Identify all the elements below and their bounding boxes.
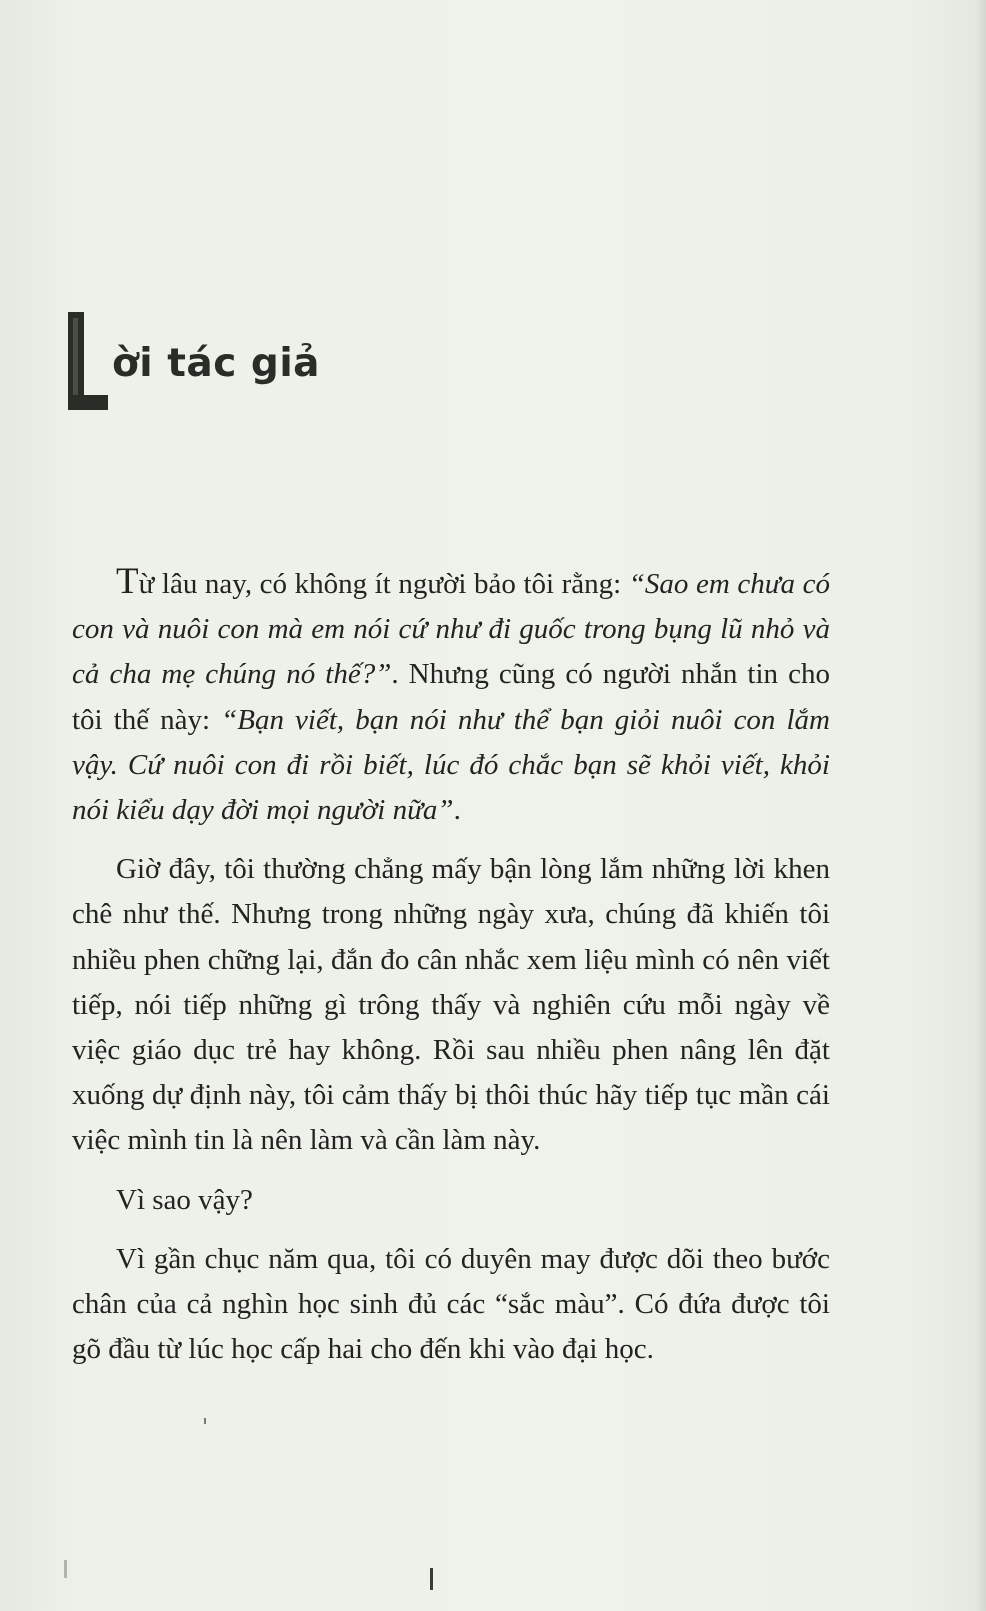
title-text: ời tác giả [112,341,320,386]
paragraph-4: Vì gần chục năm qua, tôi có duyên may được dõi theo bước chân của cả nghìn học sinh đủ các “sắc màu”. Có đứa được tôi gõ đầu từ lúc học cấp hai cho đến khi vào đại học. [72,1242,830,1366]
title-initial-letter [64,312,108,410]
body-text [72,559,830,1386]
quote-1: “Sao em chưa có con và nuôi con mà em nói cứ như đi guốc trong bụng lũ nhỏ và cả cha mẹ chúng nó thế?” [72,568,830,691]
first-letter: T [116,561,139,602]
paragraph-1-end: . [453,794,461,827]
print-mark [64,1560,67,1578]
paragraph-2: Giờ đây, tôi thường chẳng mấy bận lòng lắm những lời khen chê như thế. Nhưng trong những ngày xưa, chúng đã khiến tôi nhiều phen chững lại, đắn đo cân nhắc xem liệu mình có nên viết tiếp, nói tiếp những gì trông thấy và nghiên cứu mỗi ngày về việc giáo dục trẻ hay không. Rồi sau nhiều phen nâng lên đặt xuống dự định này, tôi cảm thấy bị thôi thúc hãy tiếp tục mần cái việc mình tin là nên làm và cần làm này. [72,853,830,1157]
page-edge-shadow [976,0,986,1611]
paragraph-1 [72,559,830,833]
quote-2: “Bạn viết, bạn nói như thể bạn giỏi nuôi con lắm vậy. Cứ nuôi con đi rồi biết, lúc đó chắc bạn sẽ khỏi viết, khỏi nói kiểu dạy đời mọi người nữa” [72,703,830,827]
paragraph-1-intro: ừ lâu nay, có không ít người bảo tôi rằng: [138,568,629,600]
print-mark [430,1568,433,1590]
paragraph-1-middle: . Nhưng cũng có người nhắn tin cho tôi thế này: [72,658,830,736]
print-mark [204,1418,206,1424]
paragraph-3: Vì sao vậy? [116,1183,253,1216]
chapter-title [64,312,320,410]
